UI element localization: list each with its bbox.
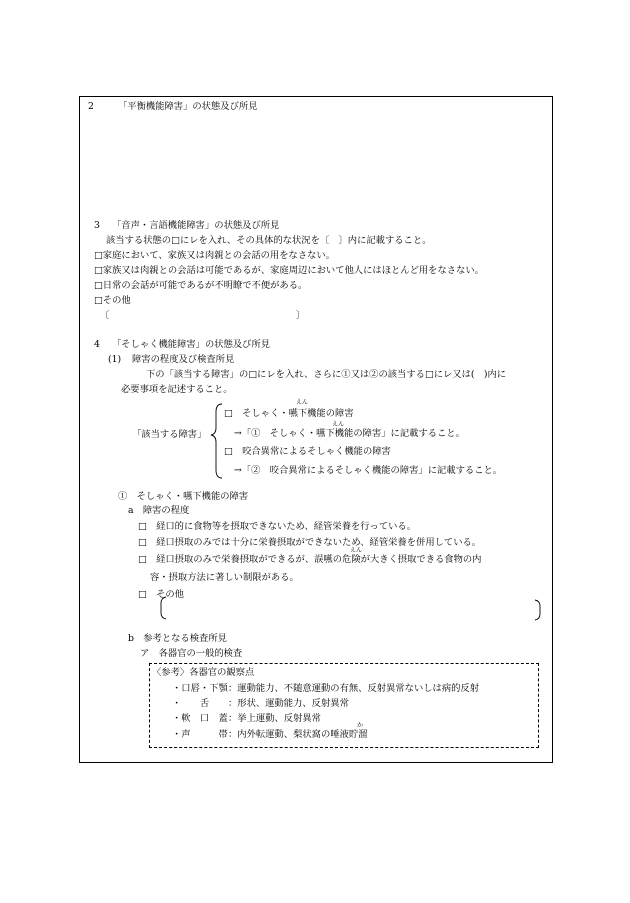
applicable-brace	[211, 404, 222, 478]
ruby-en-2: えん	[332, 421, 345, 428]
choice-occlusion-note: →「② 咬合異常によるそしゃく機能の障害」に記載すること。	[234, 465, 503, 476]
a-item-other[interactable]: □ その他	[138, 589, 184, 600]
ref-label-lips: ・口唇・下顎	[172, 683, 228, 694]
part1-b-title: b 参考となる検査所見	[128, 633, 227, 644]
applicable-label: 「該当する障害」	[132, 429, 207, 440]
other-bracket-right	[535, 600, 540, 620]
section3-option-other[interactable]: □その他	[94, 295, 131, 306]
a-item-aspiration-risk-cont: 容・摂取方法に著しい制限がある。	[150, 572, 299, 583]
section4-sub1-number: (1)	[108, 354, 122, 365]
ref-desc-palate: ：挙上運動、反射異常	[228, 713, 321, 724]
part1-title: ① そしゃく・嚥下機能の障害	[118, 491, 249, 502]
section3-number: 3	[94, 220, 100, 231]
ruby-en-1: えん	[296, 399, 309, 406]
part1-b-sub: ア 各器官の一般的検査	[140, 648, 243, 659]
ruby-en-3: えん	[350, 547, 363, 554]
other-bracket-left	[161, 597, 166, 619]
a-item-tube-feeding[interactable]: □ 経口的に食物等を摂取できないため、経管栄養を行っている。	[138, 521, 417, 532]
section4-instruction-1: 下の「該当する障害」の□にレを入れ、さらに①又は②の該当する□にレ又は( )内に	[146, 369, 507, 380]
reference-header: 〈参考〉各器官の観察点	[152, 667, 255, 678]
ref-label-palate: ・軟 口 蓋	[172, 713, 228, 724]
ref-label-vocal: ・声 帯	[172, 729, 228, 740]
section2-title: 「平衡機能障害」の状態及び所見	[118, 101, 258, 112]
section3-bracket-close: 〕	[296, 310, 306, 321]
section4-number: 4	[94, 339, 100, 350]
section3-option-family[interactable]: □家庭において、家族又は肉親との会話の用をなさない。	[94, 250, 336, 261]
a-item-aspiration-risk[interactable]: □ 経口摂取のみで栄養摂取ができるが、誤嚥の危険が大きく摂取できる食物の内	[138, 554, 482, 565]
section3-option-neighbors[interactable]: □家族又は肉親との会話は可能であるが、家庭周辺において他人にはほとんど用をなさない。	[94, 265, 484, 276]
choice-occlusion-checkbox[interactable]: □ 咬合異常によるそしゃく機能の障害	[224, 446, 391, 457]
section3-title: 「音声・言語機能障害」の状態及び所見	[112, 220, 280, 231]
section3-option-unclear[interactable]: □日常の会話が可能であるが不明瞭で不便がある。	[94, 280, 308, 291]
ruby-ka: か	[357, 722, 364, 729]
section4-sub1-title: 障害の程度及び検査所見	[132, 354, 235, 365]
choice-swallowing-note: →「① そしゃく・嚥下機能の障害」に記載すること。	[234, 428, 465, 439]
section3-bracket-open: 〔	[100, 310, 110, 321]
section4-instruction-2: 必要事項を記述すること。	[121, 384, 233, 395]
ref-label-tongue: ・ 舌	[172, 698, 210, 709]
ref-desc-vocal: ：内外転運動、梨状窩の唾液貯溜	[228, 729, 368, 740]
section2-number: 2	[88, 101, 94, 112]
part1-a-title: a 障害の程度	[128, 505, 190, 516]
ref-desc-lips: ：運動能力、不随意運動の有無、反射異常ないしは病的反射	[228, 683, 480, 694]
ref-desc-tongue: ：形状、運動能力、反射異常	[228, 698, 349, 709]
section3-instruction: 該当する状態の□にレを入れ、その具体的な状況を〔 〕内に記載すること。	[106, 235, 432, 246]
a-item-combined-feeding[interactable]: □ 経口摂取のみでは十分に栄養摂取ができないため、経管栄養を併用している。	[138, 537, 482, 548]
choice-swallowing-checkbox[interactable]: □ そしゃく・嚥下機能の障害	[224, 408, 354, 419]
section4-title: 「そしゃく機能障害」の状態及び所見	[112, 339, 271, 350]
